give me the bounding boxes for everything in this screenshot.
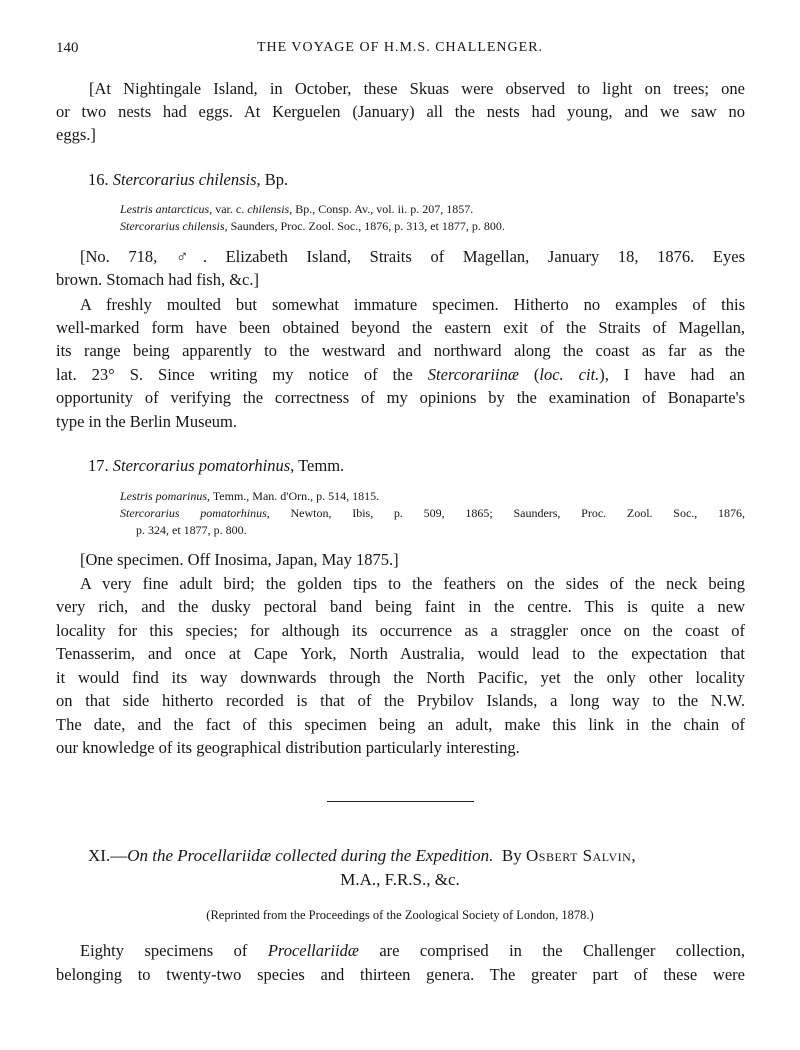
synonym-name: Lestris pomarinus (120, 489, 208, 503)
text-fragment: , (631, 846, 636, 865)
species-16-synonym-1 (120, 201, 473, 217)
section-title: On the Procellariidæ collected during the Expedition. (127, 846, 494, 865)
section-body-line-2: belonging to twenty-two species and thirteen genera. The greater part of these were (56, 965, 745, 984)
species-17-remarks-line-6: on that side hitherto recorded is that of the Prybilov Islands, a long way to the N.W. (56, 691, 745, 710)
text-fragment: Eighty specimens of (80, 941, 268, 960)
synonym-ref: , Newton, Ibis, p. 509, 1865; Saunders, Proc. Zool. Soc., 1876, (266, 506, 746, 520)
synonym-ref: , Bp., Consp. Av., vol. ii. p. 207, 1857. (289, 202, 474, 216)
taxon-name: Stercorariinæ (427, 365, 519, 384)
species-17-synonym-1 (120, 488, 379, 504)
species-16-remarks-line-3: its range being apparently to the westward and northward along the coast as far as the (56, 341, 745, 360)
species-16-remarks-line-2: well-marked form have been obtained beyond the eastern exit of the Straits of Magellan, (56, 318, 745, 337)
species-16-synonym-2 (120, 218, 505, 234)
species-16-remarks-line-4 (56, 365, 745, 385)
species-17-name: Stercorarius pomatorhinus (112, 456, 291, 475)
taxon-name: Procellariidæ (267, 941, 359, 960)
intro-note-line-2: or two nests had eggs. At Kerguelen (January) all the nests had young, and we saw no (56, 102, 745, 121)
reprint-note: (Reprinted from the Proceedings of the Zoological Society of London, 1878.) (206, 908, 594, 922)
synonym-name: Stercorarius pomatorhinus (120, 506, 267, 520)
synonym-name: Lestris antarcticus (120, 202, 210, 216)
species-16-record-line-2: brown. Stomach had fish, &c.] (56, 270, 260, 289)
section-body-line-1 (80, 941, 745, 961)
species-17-author: , Temm. (290, 456, 345, 475)
species-16-number: 16. (88, 170, 109, 189)
species-17-remarks-line-4: Tenasserim, and once at Cape York, North Australia, would lead to the expectation that (56, 644, 745, 663)
species-16-remarks-line-5: opportunity of verifying the correctness of my opinions by the examination of Bonaparte's (56, 388, 745, 407)
intro-note-line-1: [At Nightingale Island, in October, these Skuas were observed to light on trees; one (89, 79, 745, 98)
section-author: Osbert Salvin (526, 846, 632, 865)
synonym-name-2: chilensis (247, 202, 290, 216)
species-17-synonym-2-cont: p. 324, et 1877, p. 800. (136, 523, 247, 537)
text-fragment: ), I have had an (599, 365, 745, 384)
species-17-remarks-line-5: it would find its way downwards through the North Pacific, yet the only other locality (56, 668, 745, 687)
species-17-remarks-line-3: locality for this species; for although its occurrence as a straggler once on the coast of (56, 621, 745, 640)
species-17-remarks-line-8: our knowledge of its geographical distribution particularly interesting. (56, 738, 520, 757)
text-fragment: are comprised in the Challenger collection, (358, 941, 745, 960)
species-16-remarks-line-6: type in the Berlin Museum. (56, 412, 238, 431)
citation-abbrev: loc. cit. (539, 365, 600, 384)
text-fragment: lat. 23° S. Since writing my notice of the (56, 365, 428, 384)
species-17-remarks-line-1: A very fine adult bird; the golden tips to the feathers on the sides of the neck being (80, 574, 745, 593)
species-17-number: 17. (88, 456, 109, 475)
species-17-synonym-2 (120, 505, 745, 521)
species-16-remarks-line-1: A freshly moulted but somewhat immature specimen. Hitherto no examples of this (80, 295, 745, 314)
species-16-heading (88, 170, 288, 190)
section-by: By (501, 846, 527, 865)
synonym-ref: , Saunders, Proc. Zool. Soc., 1876, p. 313, et 1877, p. 800. (224, 219, 505, 233)
page-number: 140 (56, 40, 79, 56)
species-17-record: [One specimen. Off Inosima, Japan, May 1875.] (80, 550, 399, 569)
species-16-name: Stercorarius chilensis (112, 170, 257, 189)
synonym-name: Stercorarius chilensis (120, 219, 225, 233)
section-number: XI.— (88, 846, 128, 865)
synonym-text: , var. c. (209, 202, 248, 216)
species-17-heading (88, 456, 344, 476)
intro-note-line-3: eggs.] (56, 125, 96, 144)
synonym-ref: , Temm., Man. d'Orn., p. 514, 1815. (207, 489, 380, 503)
species-16-record-line-1: [No. 718, ♂. Elizabeth Island, Straits of Magellan, January 18, 1876. Eyes (80, 247, 745, 266)
species-17-remarks-line-7: The date, and the fact of this specimen being an adult, make this link in the chain of (56, 715, 745, 734)
species-16-author: , Bp. (256, 170, 289, 189)
section-title-line-1 (88, 846, 636, 866)
text-fragment: ( (518, 365, 540, 384)
section-credentials: M.A., F.R.S., &c. (340, 870, 460, 889)
section-divider (327, 801, 474, 802)
running-title: THE VOYAGE OF H.M.S. CHALLENGER. (256, 40, 544, 55)
species-17-remarks-line-2: very rich, and the dusky pectoral band being faint in the centre. This is quite a new (56, 597, 745, 616)
